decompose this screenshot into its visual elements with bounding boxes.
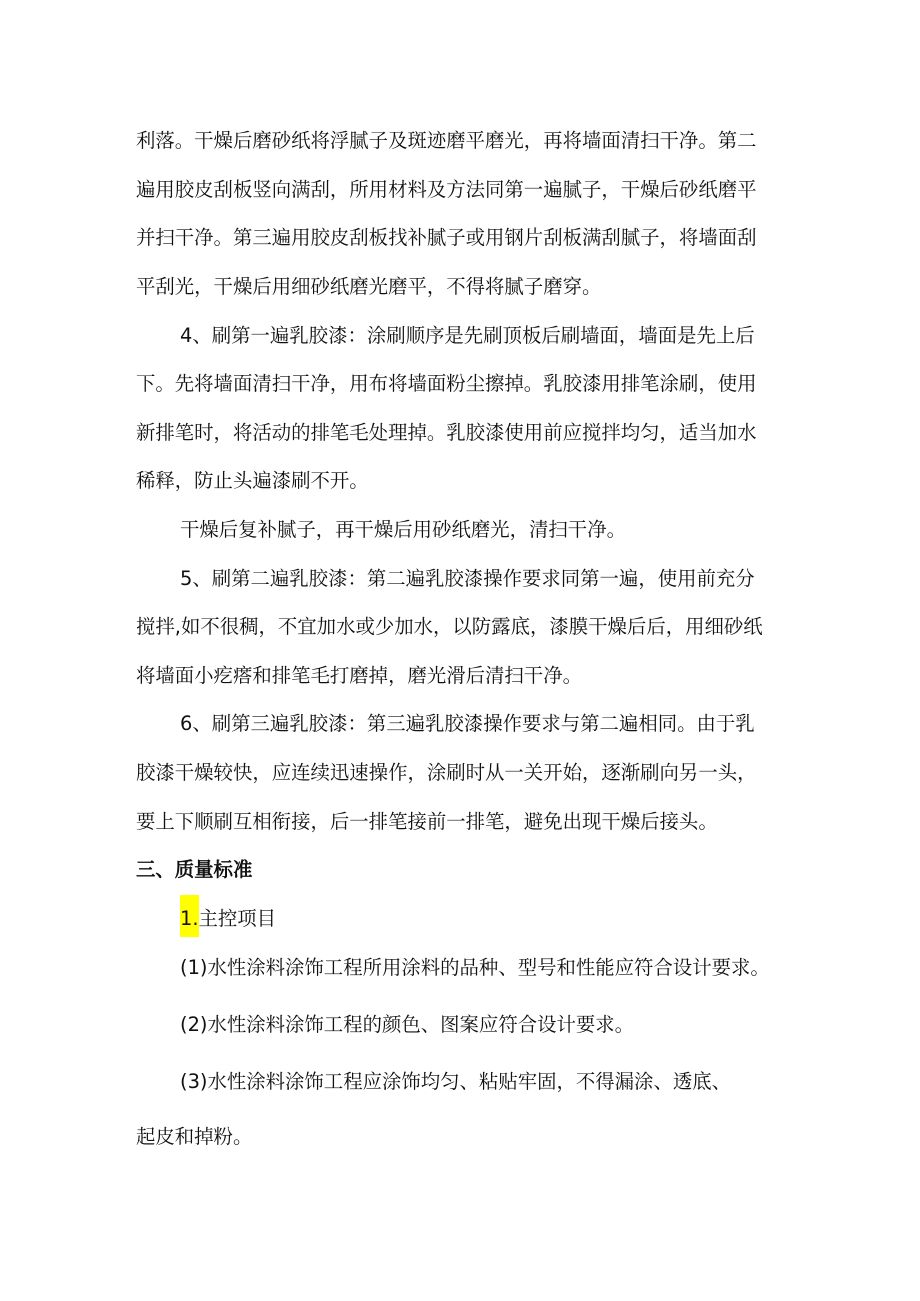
- paragraph-line: 并扫干净。第三遍用胶皮刮板找补腻子或用钢片刮板满刮腻子，将墙面刮: [136, 226, 757, 249]
- requirement-item: (2)水性涂料涂饰工程的颜色、图案应符合设计要求。: [180, 1013, 635, 1036]
- paragraph-line: 要上下顺刷互相衔接，后一排笔接前一排笔，避免出现干燥后接头。: [136, 810, 718, 833]
- paragraph-line: 平刮光，干燥后用细砂纸磨光磨平，不得将腻子磨穿。: [136, 275, 602, 298]
- step-5-line: 5、刷第二遍乳胶漆：第二遍乳胶漆操作要求同第一遍，使用前充分: [180, 567, 755, 590]
- paragraph-line: 搅拌,如不很稠，不宜加水或少加水，以防露底，漆膜干燥后后，用细砂纸: [136, 615, 763, 638]
- section-heading: 三、质量标准: [136, 858, 253, 881]
- subsection-title-text: 主控项目: [198, 907, 277, 930]
- paragraph-line: 稀释，防止头遍漆刷不开。: [136, 469, 369, 492]
- paragraph-line: 将墙面小疙瘩和排笔毛打磨掉，磨光滑后清扫干净。: [136, 664, 582, 687]
- requirement-item: (1)水性涂料涂饰工程所用涂料的品种、型号和性能应符合设计要求。: [180, 956, 770, 979]
- paragraph-line: 遍用胶皮刮板竖向满刮，所用材料及方法同第一遍腻子，干燥后砂纸磨平: [136, 178, 757, 201]
- highlighted-number: 1.: [180, 895, 199, 937]
- paragraph-line: 利落。干燥后磨砂纸将浮腻子及斑迹磨平磨光，再将墙面清扫干净。第二: [136, 129, 757, 152]
- paragraph-line: 下。先将墙面清扫干净，用布将墙面粉尘擦掉。乳胶漆用排笔涂刷，使用: [136, 372, 757, 395]
- requirement-item: (3)水性涂料涂饰工程应涂饰均匀、粘贴牢固，不得漏涂、透底、: [180, 1070, 732, 1093]
- step-6-line: 6、刷第三遍乳胶漆：第三遍乳胶漆操作要求与第二遍相同。由于乳: [180, 712, 755, 735]
- step-4-line: 4、刷第一遍乳胶漆：涂刷顺序是先刷顶板后刷墙面，墙面是先上后: [180, 324, 755, 347]
- paragraph-line: 胶漆干燥较快，应连续迅速操作，涂刷时从一关开始，逐渐刷向另一头，: [136, 761, 757, 784]
- paragraph-line: 干燥后复补腻子，再干燥后用砂纸磨光，清扫干净。: [180, 518, 626, 541]
- subsection-title: [180, 905, 840, 937]
- requirement-item-continuation: 起皮和掉粉。: [136, 1125, 253, 1148]
- paragraph-line: 新排笔时，将活动的排笔毛处理掉。乳胶漆使用前应搅拌均匀，适当加水: [136, 421, 757, 444]
